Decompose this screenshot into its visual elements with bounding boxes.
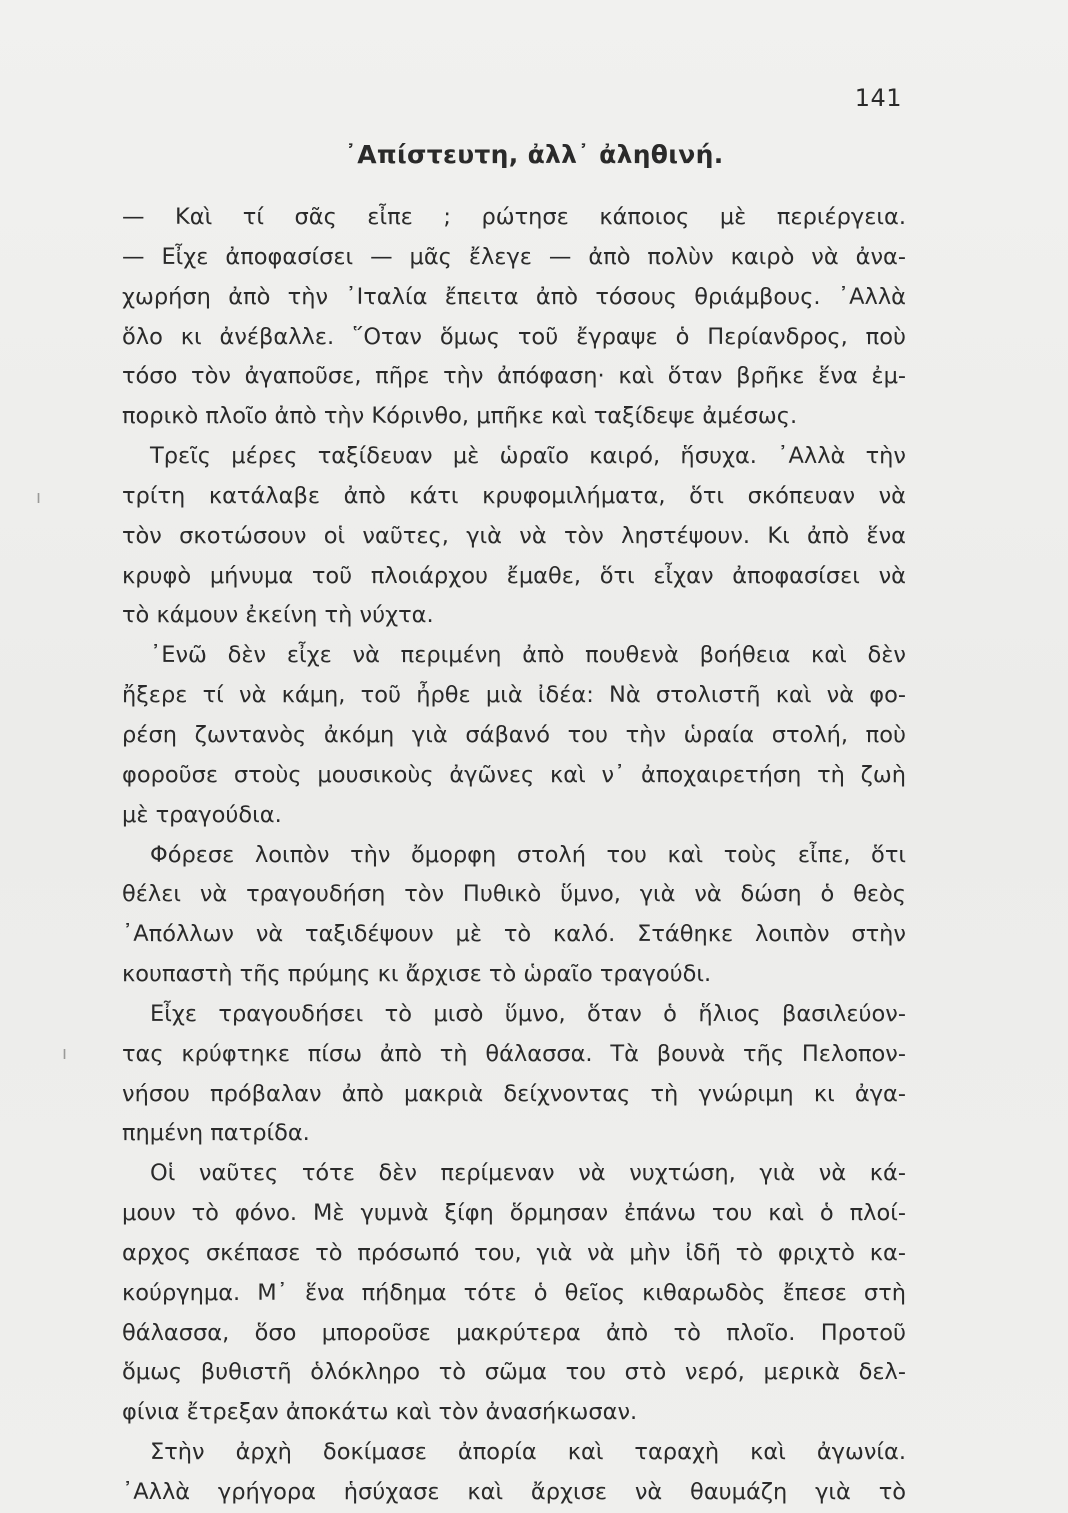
text-line: Τρεῖς μέρες ταξίδευαν μὲ ὡραῖο καιρό, ἥσυχα. ᾿Αλλὰ τὴν: [150, 443, 906, 470]
text-line: κρυφὸ μήνυμα τοῦ πλοιάρχου ἔμαθε, ὅτι εἶχαν ἀποφασίσει νὰ: [122, 562, 906, 589]
text-line: τὸ κάμουν ἐκείνη τὴ νύχτα.: [122, 602, 434, 629]
text-line: ρέση ζωντανὸς ἀκόμη γιὰ σάβανό του τὴν ὡραία στολή, ποὺ: [122, 721, 906, 748]
text-line: — Εἶχε ἀποφασίσει — μᾶς ἔλεγε — ἀπὸ πολὺν καιρὸ νὰ ἀνα-: [122, 243, 906, 270]
text-line: μὲ τραγούδια.: [122, 801, 282, 828]
text-line: τρίτη κατάλαβε ἀπὸ κάτι κρυφομιλήματα, ὅτι σκόπευαν νὰ: [122, 482, 906, 509]
text-line: Οἱ ναῦτες τότε δὲν περίμεναν νὰ νυχτώση, γιὰ νὰ κά-: [150, 1160, 906, 1187]
text-line: νήσου πρόβαλαν ἀπὸ μακριὰ δείχνοντας τὴ γνώριμη κι ἀγα-: [122, 1080, 906, 1107]
margin-mark: ı: [36, 487, 42, 508]
text-line: ἤξερε τί νὰ κάμη, τοῦ ἦρθε μιὰ ἰδέα: Νὰ στολιστῆ καὶ νὰ φο-: [122, 682, 906, 709]
text-line: πημένη πατρίδα.: [122, 1120, 310, 1147]
page-number: 141: [854, 84, 902, 112]
text-line: κούργημα. Μ᾿ ἕνα πήδημα τότε ὁ θεῖος κιθαρωδὸς ἔπεσε στὴ: [122, 1279, 906, 1306]
text-line: Στὴν ἀρχὴ δοκίμασε ἀπορία καὶ ταραχὴ καὶ ἀγωνία.: [150, 1439, 906, 1466]
text-line: τας κρύφτηκε πίσω ἀπὸ τὴ θάλασσα. Τὰ βουνὰ τῆς Πελοπον-: [122, 1040, 906, 1067]
text-line: Εἶχε τραγουδήσει τὸ μισὸ ὕμνο, ὅταν ὁ ἥλιος βασιλεύον-: [150, 1000, 906, 1027]
text-line: πορικὸ πλοῖο ἀπὸ τὴν Κόρινθο, μπῆκε καὶ ταξίδεψε ἀμέσως.: [122, 403, 798, 430]
text-line: Φόρεσε λοιπὸν τὴν ὄμορφη στολή του καὶ τοὺς εἶπε, ὅτι: [150, 841, 906, 868]
text-line: φίνια ἔτρεξαν ἀποκάτω καὶ τὸν ἀνασήκωσαν.: [122, 1399, 638, 1426]
text-line: ᾿Αλλὰ γρήγορα ἡσύχασε καὶ ἄρχισε νὰ θαυμάζη γιὰ τὸ: [122, 1479, 906, 1505]
text-line: θέλει νὰ τραγουδήση τὸν Πυθικὸ ὕμνο, γιὰ νὰ δώση ὁ θεὸς: [122, 881, 906, 908]
text-line: φοροῦσε στοὺς μουσικοὺς ἀγῶνες καὶ ν᾿ ἀποχαιρετήση τὴ ζωὴ: [122, 761, 906, 788]
text-line: χωρήση ἀπὸ τὴν ᾿Ιταλία ἔπειτα ἀπὸ τόσους θριάμβους. ᾿Αλλὰ: [122, 283, 906, 310]
text-line: ᾿Απόλλων νὰ ταξιδέψουν μὲ τὸ καλό. Στάθηκε λοιπὸν στὴν: [122, 921, 906, 948]
text-line: κουπαστὴ τῆς πρύμης κι ἄρχισε τὸ ὡραῖο τραγούδι.: [122, 961, 712, 988]
text-line: μουν τὸ φόνο. Μὲ γυμνὰ ξίφη ὅρμησαν ἐπάνω του καὶ ὁ πλοί-: [122, 1200, 906, 1227]
text-line: ὅλο κι ἀνέβαλλε. ῞Οταν ὅμως τοῦ ἔγραψε ὁ Περίανδρος, ποὺ: [122, 323, 906, 350]
text-line: τὸν σκοτώσουν οἱ ναῦτες, γιὰ νὰ τὸν ληστέψουν. Κι ἀπὸ ἕνα: [122, 522, 906, 549]
margin-mark: ı: [62, 1043, 68, 1064]
text-line: αρχος σκέπασε τὸ πρόσωπό του, γιὰ νὰ μὴν ἰδῆ τὸ φριχτὸ κα-: [122, 1239, 906, 1266]
body-text: [122, 198, 906, 1513]
text-line: θάλασσα, ὅσο μποροῦσε μακρύτερα ἀπὸ τὸ πλοῖο. Προτοῦ: [122, 1319, 906, 1346]
text-line: ὅμως βυθιστῆ ὁλόκληρο τὸ σῶμα του στὸ νερό, μερικὰ δελ-: [122, 1359, 906, 1386]
text-line: τόσο τὸν ἀγαποῦσε, πῆρε τὴν ἀπόφαση· καὶ ὅταν βρῆκε ἕνα ἐμ-: [122, 363, 906, 390]
text-line: ᾿Ενῶ δὲν εἶχε νὰ περιμένη ἀπὸ πουθενὰ βοήθεια καὶ δὲν: [150, 642, 906, 669]
section-heading: ᾿Απίστευτη, ἀλλ᾿ ἀληθινή.: [344, 140, 724, 169]
text-line: — Καὶ τί σᾶς εἶπε ; ρώτησε κάποιος μὲ περιέργεια.: [122, 204, 906, 230]
